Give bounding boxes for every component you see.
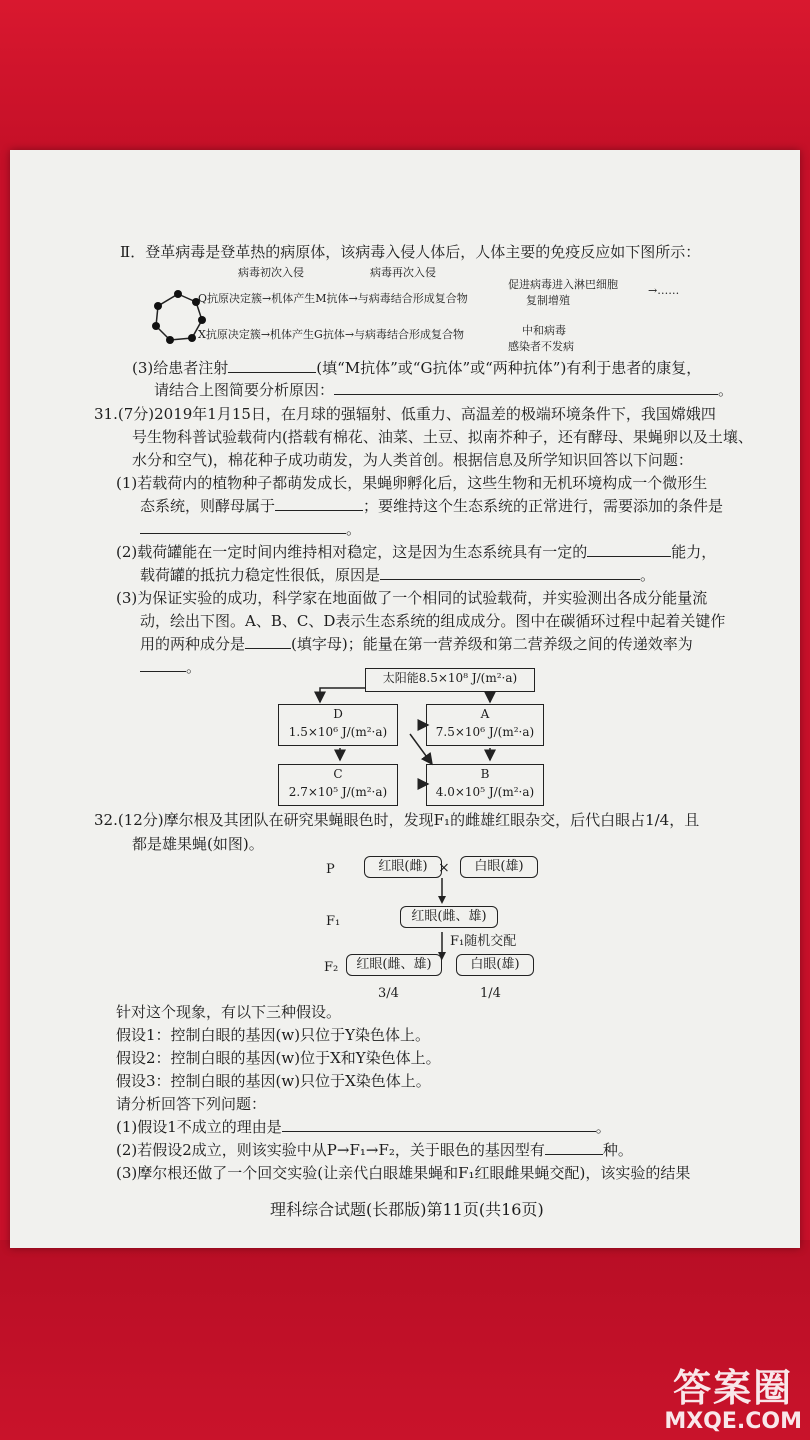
sun-energy-box: 太阳能8.5×10⁸ J/(m²·a)	[365, 668, 535, 692]
watermark-text: 答案圈	[673, 1366, 794, 1410]
q32-a1	[116, 1117, 611, 1137]
q31-line1: 31.(7分)2019年1月15日，在月球的强辐射、低重力、高温差的极端环境条件下，我国嫦娥四	[94, 405, 716, 423]
q31-p2-text1: (2)载荷罐能在一定时间内维持相对稳定，这是因为生态系统具有一定的	[116, 543, 588, 561]
q31-p3-period: 。	[186, 658, 202, 676]
component-a-box	[426, 704, 544, 746]
q32-a2-suffix: 种。	[602, 1141, 633, 1159]
page-footer: 理科综合试题(长郡版)第11页(共16页)	[270, 1200, 544, 1219]
first-invasion-label: 病毒初次入侵	[238, 266, 304, 279]
q32-a1-period: 。	[595, 1118, 611, 1136]
q3-blank-reason[interactable]	[334, 380, 718, 395]
second-invasion-label: 病毒再次入侵	[370, 266, 436, 279]
q31-p3-line2: 动，绘出下图。A、B、C、D表示生态系统的组成成分。图中在碳循环过程中起着关键作	[140, 612, 726, 630]
c-label: C	[333, 767, 343, 781]
q31-blank-cause[interactable]	[380, 565, 640, 580]
b-value: 4.0×10⁵ J/(m²·a)	[435, 785, 535, 799]
q31-p3-line1: (3)为保证实验的成功，科学家在地面做了一个相同的试验载荷，并实验测出各成分能量流	[116, 589, 708, 607]
red-background-top	[0, 0, 810, 170]
q3-suffix: (填“M抗体”或“G抗体”或“两种抗体”)有利于患者的康复，	[316, 359, 702, 377]
q31-blank-ability[interactable]	[587, 542, 671, 557]
q32-blank-genotypes[interactable]	[545, 1140, 603, 1155]
q31-blank-efficiency[interactable]	[140, 657, 186, 672]
dots: →……	[648, 284, 680, 297]
f1-box: 红眼(雌、雄)	[400, 906, 498, 928]
d-label: D	[333, 707, 343, 721]
x-antigen-row: X抗原决定簇→机体产生G抗体→与病毒结合形成复合物	[198, 328, 465, 341]
q31-p2-text2: 能力，	[671, 543, 717, 561]
p-male-box: 白眼(雄)	[460, 856, 538, 878]
q31-p1-period: 。	[346, 520, 362, 538]
label-p: P	[326, 862, 335, 877]
neutralize-line1: 中和病毒	[522, 324, 566, 337]
watermark-url: MXQE.COM	[664, 1409, 802, 1434]
q31-p1-line3	[140, 519, 361, 539]
a-value: 7.5×10⁶ J/(m²·a)	[435, 725, 535, 739]
q31-p1-text1: 态系统，则酵母属于	[140, 497, 276, 515]
hypothesis-intro: 针对这个现象，有以下三种假设。	[116, 1003, 342, 1021]
q31-p2-period: 。	[640, 566, 656, 584]
q3-prefix: (3)给患者注射	[132, 359, 229, 377]
promote-line1: 促进病毒进入淋巴细胞	[508, 278, 618, 291]
q31-line2: 号生物科普试验载荷内(搭载有棉花、油菜、土豆、拟南芥种子，还有酵母、果蝇卵以及土壤、	[132, 428, 753, 446]
q31-p3-text2: (填字母)；能量在第一营养级和第二营养级之间的传递效率为	[291, 635, 693, 653]
q-antigen-row: Q抗原决定簇→机体产生M抗体→与病毒结合形成复合物	[198, 292, 468, 305]
q31-blank-components[interactable]	[245, 634, 291, 649]
q32-a1-text: (1)假设1不成立的理由是	[116, 1118, 282, 1136]
q31-p3-line3	[140, 634, 693, 654]
section2-intro: Ⅱ．登革病毒是登革热的病原体，该病毒入侵人体后，人体主要的免疫反应如下图所示：	[120, 243, 701, 261]
q3-period: 。	[718, 381, 734, 399]
f2-white-box: 白眼(雄)	[456, 954, 534, 976]
hypothesis-1: 假设1：控制白眼的基因(w)只位于Y染色体上。	[116, 1026, 430, 1044]
neutralize-line2: 感染者不发病	[508, 340, 574, 353]
q32-blank-reason[interactable]	[282, 1117, 596, 1132]
p-female-box: 红眼(雌)	[364, 856, 442, 878]
component-b-box	[426, 764, 544, 806]
watermark-logo	[664, 1366, 802, 1434]
f2-red-box: 红眼(雌、雄)	[346, 954, 442, 976]
promote-line2: 复制增殖	[526, 294, 570, 307]
q31-line3: 水分和空气)，棉花种子成功萌发，为人类首创。根据信息及所学知识回答以下问题：	[132, 451, 693, 469]
cross-symbol: ×	[438, 860, 450, 876]
q3-line1	[132, 358, 701, 378]
q32-line2: 都是雄果蝇(如图)。	[132, 835, 264, 853]
b-label: B	[480, 767, 490, 781]
q31-p1-line1: (1)若载荷内的植物种子都萌发成长，果蝇卵孵化后，这些生物和无机环境构成一个微形生	[116, 474, 708, 492]
f1-mate-label: F₁随机交配	[450, 934, 517, 949]
c-value: 2.7×10⁵ J/(m²·a)	[288, 785, 388, 799]
q31-p2-line2	[140, 565, 655, 585]
q31-blank-yeast[interactable]	[275, 496, 363, 511]
q32-line1: 32.(12分)摩尔根及其团队在研究果蝇眼色时，发现F₁的雌雄红眼杂交，后代白眼占1/4，且	[94, 811, 700, 829]
q31-p2-line1	[116, 542, 716, 562]
a-label: A	[480, 707, 490, 721]
q31-p1-line2	[140, 496, 723, 516]
hypothesis-3: 假设3：控制白眼的基因(w)只位于X染色体上。	[116, 1072, 431, 1090]
q32-a2-text: (2)若假设2成立，则该实验中从P→F₁→F₂，关于眼色的基因型有	[116, 1141, 545, 1159]
q31-p2-text3: 载荷罐的抵抗力稳定性很低，原因是	[140, 566, 381, 584]
label-f2: F₂	[324, 960, 339, 975]
component-c-box	[278, 764, 398, 806]
ratio-red: 3/4	[378, 986, 399, 1001]
q3-blank-antibody[interactable]	[228, 358, 316, 373]
q31-p3-line4	[140, 657, 201, 677]
q32-a3: (3)摩尔根还做了一个回交实验(让亲代白眼雄果蝇和F₁红眼雌果蝇交配)，该实验的结果	[116, 1164, 691, 1182]
component-d-box	[278, 704, 398, 746]
q31-blank-condition[interactable]	[140, 519, 346, 534]
q3-reason-prompt: 请结合上图简要分析原因：	[154, 381, 335, 399]
q31-p1-text2: ；要维持这个生态系统的正常进行，需要添加的条件是	[363, 497, 724, 515]
q32-ask: 请分析回答下列问题：	[116, 1095, 267, 1113]
q3-line2	[154, 380, 733, 400]
q32-a2	[116, 1140, 633, 1160]
q31-p3-text1: 用的两种成分是	[140, 635, 246, 653]
hypothesis-2: 假设2：控制白眼的基因(w)位于X和Y染色体上。	[116, 1049, 441, 1067]
label-f1: F₁	[326, 914, 341, 929]
d-value: 1.5×10⁶ J/(m²·a)	[288, 725, 388, 739]
ratio-white: 1/4	[480, 986, 501, 1001]
exam-page	[10, 150, 800, 1248]
